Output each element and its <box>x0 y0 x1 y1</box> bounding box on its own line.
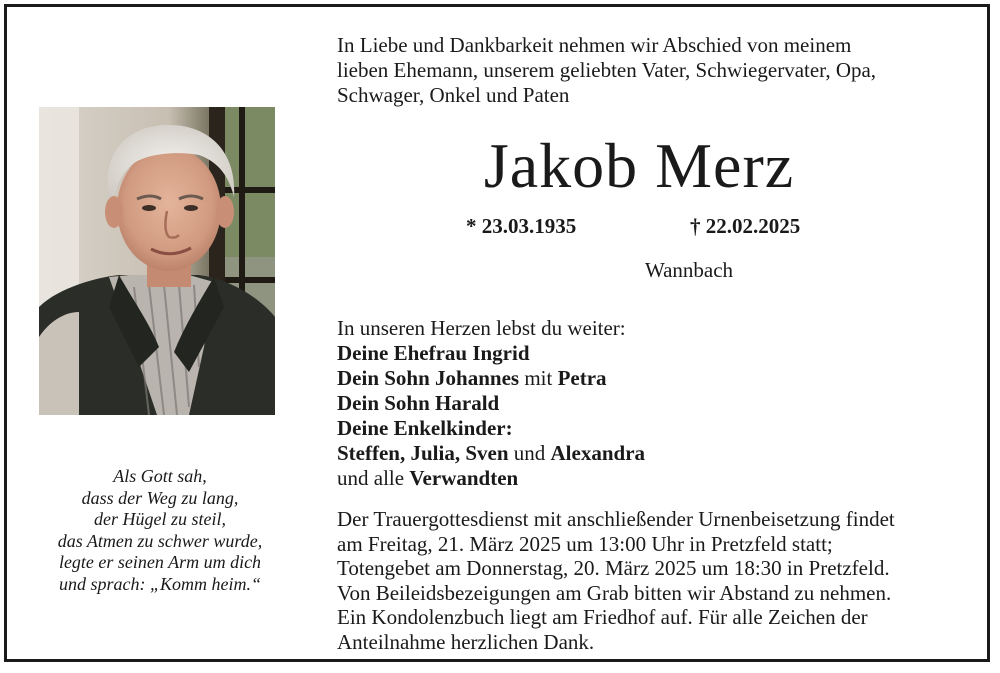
service-line: Ein Kondolenzbuch liegt am Friedhof auf. Für alle Zeichen der <box>337 605 868 629</box>
poem-line: das Atmen zu schwer wurde, <box>57 530 263 551</box>
family-son-line <box>337 366 937 391</box>
family-grandchild-last: Alexandra <box>550 441 646 465</box>
hometown: Wannbach <box>644 258 734 282</box>
deceased-name: Jakob Merz <box>483 130 795 201</box>
service-line: Totengebet am Donnerstag, 20. März 2025 um 18:30 in Pretzfeld. <box>337 556 890 580</box>
intro-text <box>337 33 977 108</box>
family-grandchildren-label: Deine Enkelkinder: <box>337 416 513 440</box>
service-line: Anteilnahme herzlichen Dank. <box>337 629 595 654</box>
family-spouse: Deine Ehefrau Ingrid <box>337 341 530 365</box>
portrait-photo <box>39 107 275 415</box>
family-grandchildren: Steffen, Julia, Sven <box>337 441 509 465</box>
family-son2: Dein Sohn Harald <box>337 391 500 415</box>
service-line: am Freitag, 21. März 2025 um 13:00 Uhr in Pretzfeld statt; <box>337 531 833 556</box>
family-relatives-line <box>337 466 937 491</box>
service-info <box>337 507 977 654</box>
service-line: Der Trauergottesdienst mit anschließender Urnenbeisetzung findet <box>337 507 895 531</box>
family-son1-partner: Petra <box>557 366 607 390</box>
family-list <box>337 316 937 491</box>
family-heading: In unseren Herzen lebst du weiter: <box>337 316 626 340</box>
family-relatives: Verwandten <box>409 466 519 490</box>
service-line: Von Beileidsbezeigungen am Grab bitten wir Abstand zu nehmen. <box>337 580 892 605</box>
poem-line: Als Gott sah, <box>113 466 207 486</box>
intro-line: In Liebe und Dankbarkeit nehmen wir Abschied von meinem <box>337 33 852 57</box>
poem <box>30 466 290 596</box>
poem-line: dass der Weg zu lang, <box>81 487 239 508</box>
poem-line: legte er seinen Arm um dich <box>58 552 262 573</box>
death-date: † 22.02.2025 <box>690 214 801 238</box>
poem-line: und sprach: „Komm heim.“ <box>58 573 261 594</box>
intro-line: Schwager, Onkel und Paten <box>337 83 570 107</box>
family-grandchildren-line <box>337 441 937 466</box>
birth-date: * 23.03.1935 <box>466 214 577 238</box>
family-relatives-prefix: und alle <box>337 466 410 490</box>
intro-line: lieben Ehemann, unserem geliebten Vater, Schwiegervater, Opa, <box>337 58 877 82</box>
family-connector: und <box>508 441 551 465</box>
family-connector: mit <box>519 366 558 390</box>
family-son1: Dein Sohn Johannes <box>337 366 520 390</box>
poem-line: der Hügel zu steil, <box>94 509 226 530</box>
